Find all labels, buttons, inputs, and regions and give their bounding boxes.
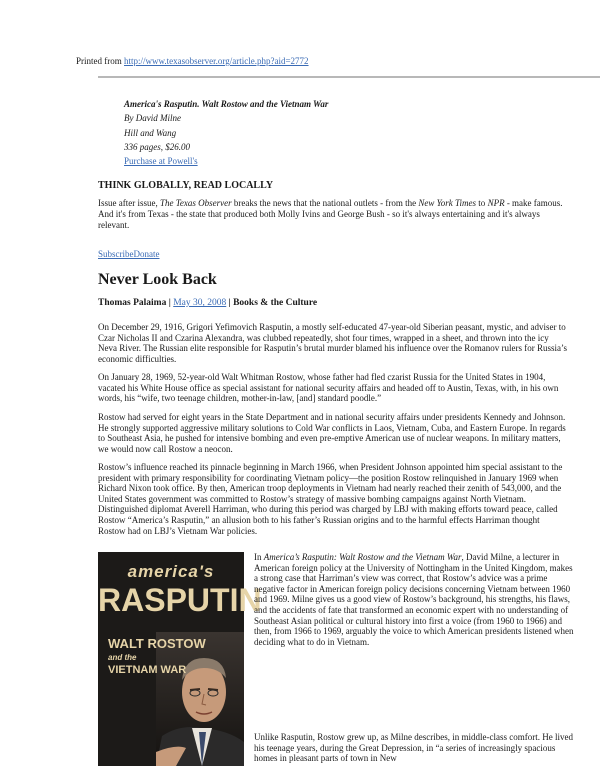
book-title: America's Rasputin. Walt Rostow and the Vietnam War <box>124 99 329 109</box>
printed-from-line <box>76 56 309 66</box>
article-byline <box>98 298 317 308</box>
article-section: Books & the Culture <box>233 298 318 308</box>
cover-subtitle-line-1: WALT ROSTOW <box>108 636 206 651</box>
promo-observer-name: The Texas Observer <box>159 198 232 208</box>
purchase-link[interactable]: Purchase at Powell's <box>124 156 198 167</box>
paragraph-5 <box>254 552 574 647</box>
paragraph-1: On December 29, 1916, Grigori Yefimovich Rasputin, a mostly self-educated 47-year-old Siberian peasant, mystic, and adviser to Czar Nicholas II and Czarina Alexandra, was clubbed repeatedly, shot four times, wrapped in a sheet, and thrown into the icy Neva River. The Russian elite responsible for Rasputin’s brutal murder blamed his influence over the Romanov rulers for Russia’s economic difficulties. <box>98 322 567 364</box>
paragraph-3: Rostow had served for eight years in the State Department and in national security affairs under presidents Kennedy and Johnson. He strongly supported aggressive military solutions to Cold War conflicts in Laos, Vietnam, Cuba, and Eastern Europe. In regards to Southeast Asia, he pushed for intensive bombing and even pre-emptive American use of nuclear weapons. In military matters, we would now call Rostow a neocon. <box>98 412 566 454</box>
promo-heading: THINK GLOBALLY, READ LOCALLY <box>98 180 274 191</box>
article-headline: Never Look Back <box>98 271 217 288</box>
cover-subtitle-line-2: and the <box>108 653 137 662</box>
promo-text-e: to <box>476 198 488 208</box>
article-author: Thomas Palaima <box>98 298 167 308</box>
subscribe-link[interactable]: Subscribe <box>98 249 134 259</box>
printed-from-label: Printed from <box>76 56 124 66</box>
book-author: By David Milne <box>124 113 181 124</box>
promo-npr-name: NPR <box>487 198 505 208</box>
cover-title-line-2: RASPUTIN <box>98 582 262 618</box>
paragraph-2: On January 28, 1969, 52-year-old Walt Whitman Rostow, whose father had fled czarist Russia for the United States in 1904, vacated his White House office as special assistant for national security affairs and headed off to Austin, Texas, with, in his own words, his “wife, two teenage children, mother-in-law, [and] standard poodle.” <box>98 372 559 404</box>
paragraph-5-a: In <box>254 552 264 562</box>
promo-line-1 <box>98 198 568 209</box>
subscribe-donate-links <box>98 249 160 259</box>
donate-link[interactable]: Donate <box>133 249 160 259</box>
paragraph-5-book-title: America’s Rasputin: Walt Rostow and the Vietnam War <box>263 552 462 562</box>
cover-subtitle-line-3: VIETNAM WAR <box>108 664 187 676</box>
promo-line-2: And it's from Texas - the state that produced both Molly Ivins and George Bush - so it's always entertaining and it's always relevant. <box>98 209 540 230</box>
article-date-link[interactable]: May 30, 2008 <box>173 298 227 308</box>
book-pages-price: 336 pages, $26.00 <box>124 141 190 152</box>
source-url-link[interactable]: http://www.texasobserver.org/article.php?aid=2772 <box>124 56 309 66</box>
book-publisher: Hill and Wang <box>124 127 177 138</box>
book-info <box>124 97 504 168</box>
header-divider <box>98 76 600 78</box>
byline-separator-2: | <box>226 298 234 308</box>
paragraph-4: Rostow’s influence reached its pinnacle beginning in March 1966, when President Johnson appointed him special assistant to the president with primary responsibility for coordinating Vietnam policy—the position Rostow relinquished in January 1969 when Richard Nixon took office. By then, American troop deployments in Vietnam had nearly reached their zenith of 543,000, and the United States government was committed to Rostow’s strategy of massive bombing campaigns against North Vietnam. Distinguished diplomat Averell Harriman, who during this period was charged by LBJ with making efforts toward peace, called Rostow “America’s Rasputin,” an allusion both to his father’s Russian origins and to the harmful effects Harriman thought Rostow had on LBJ’s Vietnam War policies. <box>98 462 563 536</box>
promo-text-a: Issue after issue, <box>98 198 160 208</box>
promo-text-c: breaks the news that the national outlets - from the <box>231 198 419 208</box>
promo-nyt-name: New York Times <box>418 198 477 208</box>
paragraph-5-c: , David Milne, a lecturer in American foreign policy at the University of Nottingham in the United Kingdom, makes a strong case that Harriman’s view was correct, that Rostow’s advice was a prime negative factor in American foreign policy decisions concerning Vietnam between 1960 and 1969. Milne gives us a good view of Rostow’s background, his strengths, his flaws, and the accidents of fate that transformed an economic expert with no understanding of Southeast Asian political or cultural history into first a voice (from 1960 to 1966) and then, from 1966 to 1969, arguably the voice to which American presidents listened when deciding what to do in Vietnam. <box>254 552 574 647</box>
promo-text <box>98 198 568 231</box>
byline-separator-1: | <box>166 298 174 308</box>
cover-title-line-1: america's <box>127 562 215 581</box>
promo-text-g: - make famous. <box>504 198 563 208</box>
cover-portrait-illustration <box>156 632 244 766</box>
book-cover-image <box>98 552 262 766</box>
paragraph-6: Unlike Rasputin, Rostow grew up, as Milne describes, in middle-class comfort. He lived his teenage years, during the Great Depression, in “a series of increasingly spacious homes in pleasant parts of town in New <box>254 732 573 764</box>
